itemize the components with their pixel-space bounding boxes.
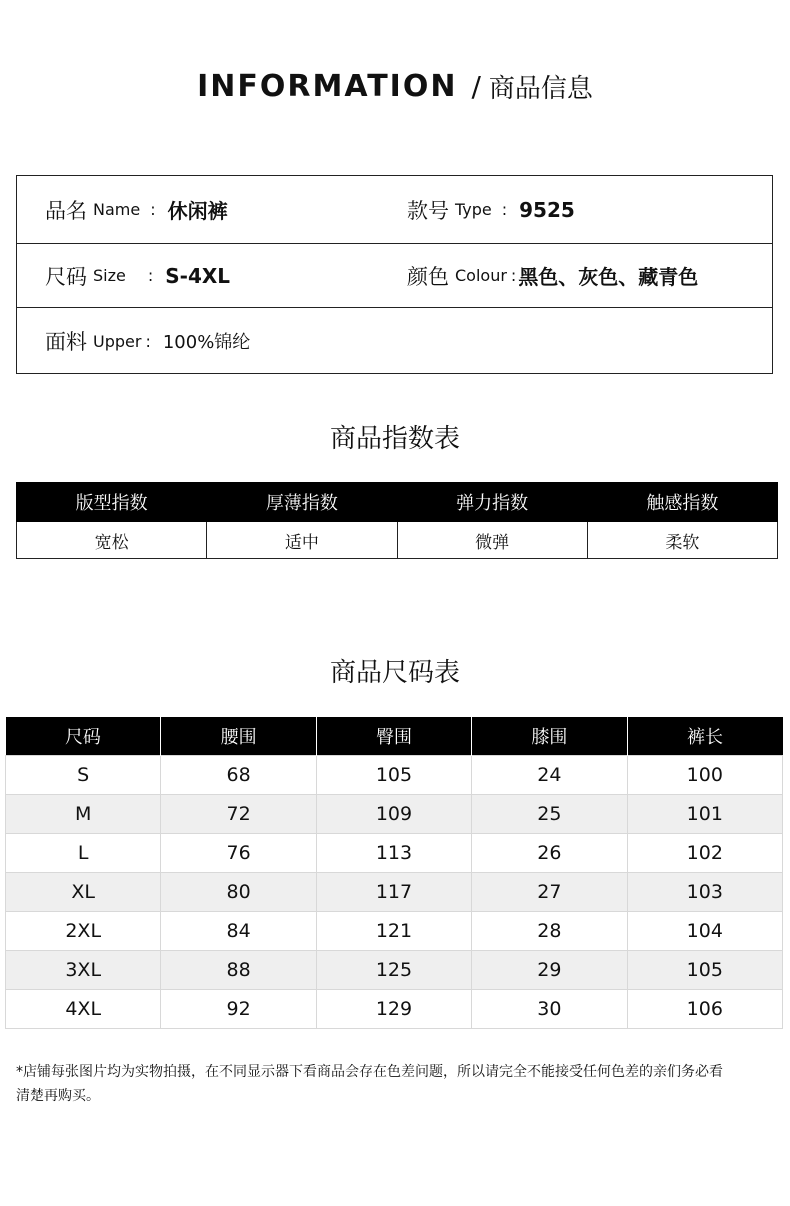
index-header-cell: 弹力指数 — [397, 483, 587, 522]
info-row-upper — [17, 308, 772, 374]
table-cell: 101 — [627, 795, 782, 834]
info-row-name-type — [17, 176, 772, 244]
size-label-en: Size — [93, 266, 126, 285]
size-header-cell: 尺码 — [6, 717, 161, 756]
info-upper — [45, 308, 250, 374]
table-cell: 117 — [316, 873, 471, 912]
title-chinese: 商品信息 — [488, 74, 593, 104]
size-header-cell: 裤长 — [627, 717, 782, 756]
size-label-cn: 尺码 — [45, 264, 87, 289]
table-cell: 103 — [627, 873, 782, 912]
table-cell: 2XL — [6, 912, 161, 951]
table-cell: 68 — [161, 756, 316, 795]
index-table-title: 商品指数表 — [329, 424, 460, 454]
info-name — [45, 176, 228, 243]
upper-label-en: Upper — [93, 331, 142, 351]
table-cell: 113 — [316, 834, 471, 873]
table-row — [6, 834, 783, 873]
table-cell: 100 — [627, 756, 782, 795]
table-cell: 121 — [316, 912, 471, 951]
size-header-cell: 膝围 — [472, 717, 627, 756]
table-cell: 109 — [316, 795, 471, 834]
title-separator: / — [471, 70, 481, 103]
table-cell: 105 — [316, 756, 471, 795]
table-cell: 125 — [316, 951, 471, 990]
index-table — [16, 482, 778, 559]
colour-label-en: Colour — [455, 266, 507, 285]
index-value-cell: 柔软 — [587, 522, 777, 559]
info-row-size-colour — [17, 244, 772, 308]
table-cell: 72 — [161, 795, 316, 834]
table-cell: 92 — [161, 990, 316, 1029]
table-cell: 105 — [627, 951, 782, 990]
table-row — [6, 990, 783, 1029]
index-header-cell: 厚薄指数 — [207, 483, 397, 522]
table-cell: 80 — [161, 873, 316, 912]
colour-label-cn: 颜色 — [407, 264, 449, 289]
table-cell: 25 — [472, 795, 627, 834]
size-table-header-row — [6, 717, 783, 756]
table-cell: 102 — [627, 834, 782, 873]
table-row — [6, 795, 783, 834]
table-row — [6, 873, 783, 912]
index-table-header-row — [17, 483, 778, 522]
table-cell: 76 — [161, 834, 316, 873]
index-value-cell: 适中 — [207, 522, 397, 559]
upper-colon: : — [145, 331, 151, 351]
upper-value: 100%锦纶 — [162, 332, 251, 353]
size-header-cell: 腰围 — [161, 717, 316, 756]
title-english: INFORMATION — [197, 69, 458, 104]
colour-value: 黑色、灰色、藏青色 — [518, 265, 699, 289]
name-label-cn: 品名 — [45, 198, 87, 223]
table-cell: M — [6, 795, 161, 834]
upper-label-cn: 面料 — [45, 330, 87, 354]
info-size — [45, 244, 230, 307]
table-cell: 28 — [472, 912, 627, 951]
size-header-cell: 臀围 — [316, 717, 471, 756]
table-cell: 106 — [627, 990, 782, 1029]
info-colour — [407, 244, 698, 307]
table-cell: 84 — [161, 912, 316, 951]
name-label-en: Name — [93, 200, 141, 219]
table-cell: 29 — [472, 951, 627, 990]
table-cell: 4XL — [6, 990, 161, 1029]
index-table-value-row — [17, 522, 778, 559]
type-value: 9525 — [519, 197, 575, 222]
name-value: 休闲裤 — [167, 199, 228, 223]
colour-colon: : — [510, 266, 517, 285]
product-info-box — [16, 175, 773, 374]
page-title — [0, 68, 790, 105]
table-row — [6, 756, 783, 795]
table-cell: 104 — [627, 912, 782, 951]
size-colon: : — [147, 266, 154, 285]
color-disclaimer-note: *店铺每张图片均为实物拍摄，在不同显示器下看商品会存在色差问题，所以请完全不能接受任何色差的亲们务必看清楚再购买。 — [16, 1064, 723, 1104]
table-cell: XL — [6, 873, 161, 912]
size-value: S-4XL — [165, 263, 231, 288]
table-cell: 3XL — [6, 951, 161, 990]
table-cell: L — [6, 834, 161, 873]
size-table-title: 商品尺码表 — [329, 658, 460, 688]
type-label-cn: 款号 — [407, 198, 449, 223]
table-cell: 30 — [472, 990, 627, 1029]
table-cell: 129 — [316, 990, 471, 1029]
table-row — [6, 912, 783, 951]
size-table — [5, 717, 783, 1029]
table-cell: 24 — [472, 756, 627, 795]
table-cell: 27 — [472, 873, 627, 912]
index-value-cell: 微弹 — [397, 522, 587, 559]
index-header-cell: 版型指数 — [17, 483, 207, 522]
index-value-cell: 宽松 — [17, 522, 207, 559]
type-label-en: Type — [455, 200, 492, 219]
table-cell: 26 — [472, 834, 627, 873]
table-cell: 88 — [161, 951, 316, 990]
type-colon: : — [501, 200, 508, 219]
table-cell: S — [6, 756, 161, 795]
info-type — [407, 176, 575, 243]
index-header-cell: 触感指数 — [587, 483, 777, 522]
table-row — [6, 951, 783, 990]
name-colon: : — [150, 200, 156, 219]
